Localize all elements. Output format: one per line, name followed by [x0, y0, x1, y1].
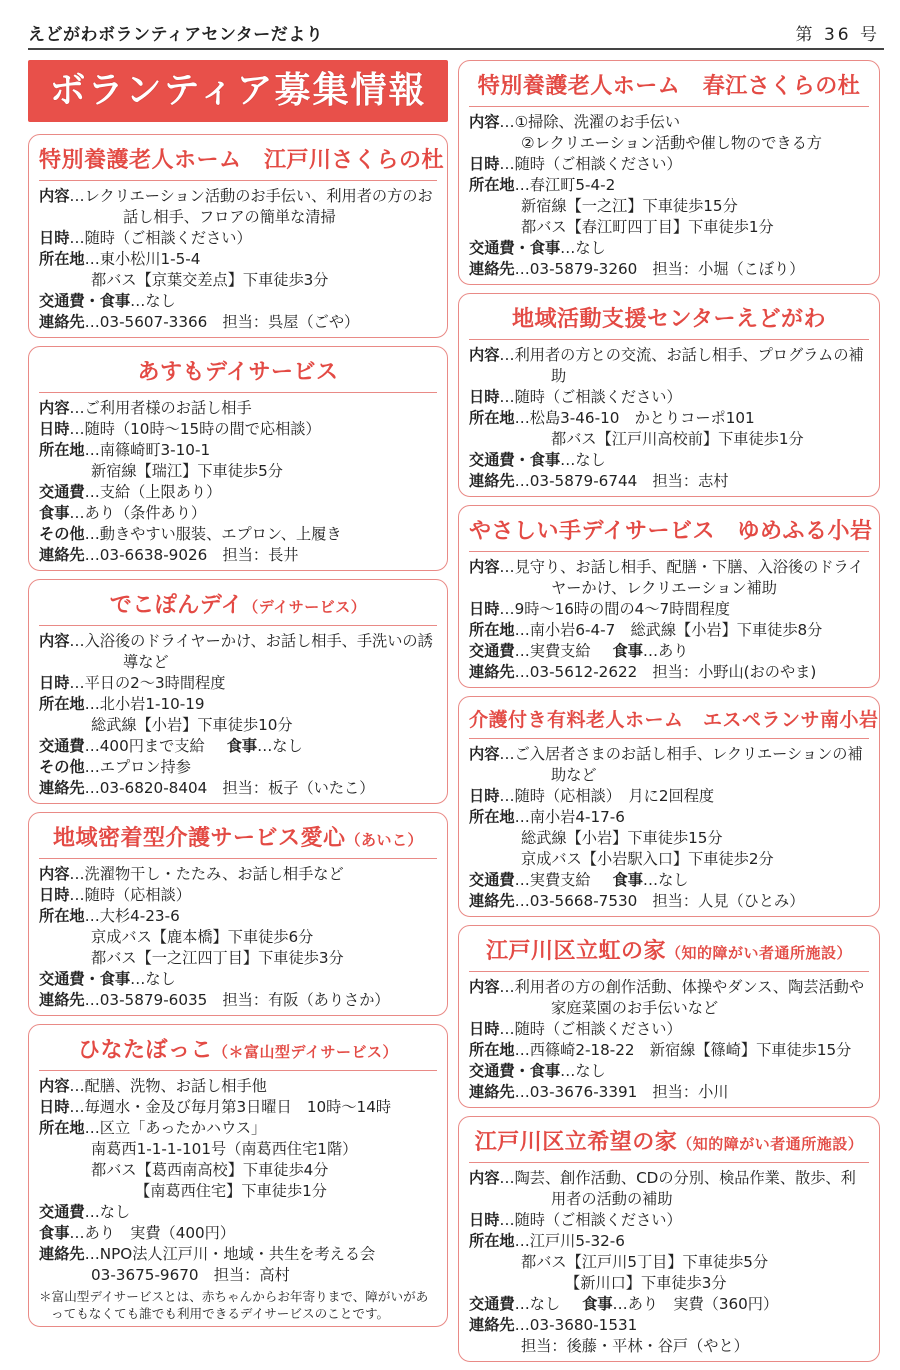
footnote: ＊富山型デイサービスとは、赤ちゃんからお年寄りまで、障がいがあってもなくても誰でも利用できるデイサービスのことです。 — [39, 1289, 429, 1321]
listing-line — [469, 450, 869, 471]
field-label: 交通費 — [39, 1203, 85, 1221]
field-label: 内容 — [469, 978, 500, 996]
field-label: 食事 — [39, 1224, 70, 1242]
listing-line — [469, 849, 869, 870]
page-header — [28, 18, 884, 50]
listing-line — [39, 757, 437, 778]
listing-line — [39, 1202, 437, 1223]
field-label: 連絡先 — [39, 313, 85, 331]
field-value: …区立「あったかハウス」 — [84, 1119, 267, 1137]
listing-card — [28, 579, 448, 804]
field-label: 交通費 — [469, 871, 515, 889]
listing-line — [469, 891, 869, 912]
listing-line — [39, 631, 437, 673]
field-value: …あり 実費（360円） — [612, 1295, 779, 1313]
field-value: …見守り、お話し相手、配膳・下膳、入浴後のドライヤーかけ、レクリエーション補助 — [499, 558, 864, 597]
field-label: 所在地 — [39, 1119, 85, 1137]
field-value: …実費支給 — [514, 871, 591, 889]
field-label: 食事 — [39, 504, 70, 522]
field-label: 日時 — [39, 229, 70, 247]
field-value: …①掃除、洗濯のお手伝い — [499, 113, 681, 131]
field-value: 都バス【春江町四丁目】下車徒歩1分 — [521, 218, 774, 236]
field-label: 内容 — [39, 865, 70, 883]
listing-line — [39, 312, 437, 333]
field-value: …実費支給 — [514, 642, 591, 660]
field-value: …配膳、洗物、お話し相手他 — [69, 1077, 267, 1095]
field-value: 担当：後藤・平林・谷戸（やと） — [521, 1337, 749, 1355]
listing-card — [28, 1024, 448, 1327]
field-value: 都バス【京葉交差点】下車徒歩3分 — [91, 271, 329, 289]
listing-line — [469, 807, 869, 828]
listing-line — [469, 828, 869, 849]
listing-line — [39, 885, 437, 906]
listing-title — [39, 584, 437, 626]
field-label: 日時 — [39, 886, 70, 904]
listing-title — [39, 139, 445, 181]
field-value: …なし — [642, 871, 689, 889]
field-value: 【南葛西住宅】下車徒歩1分 — [135, 1182, 327, 1200]
field-value: …陶芸、創作活動、CDの分別、検品作業、散歩、利用者の活動の補助 — [499, 1169, 856, 1208]
field-label: 所在地 — [469, 1041, 515, 1059]
listing-line — [469, 387, 869, 408]
field-label: 連絡先 — [469, 1316, 515, 1334]
field-value: …南篠崎町3-10-1 — [84, 441, 211, 459]
listing-line — [39, 694, 437, 715]
listing-line — [39, 673, 437, 694]
listing-line — [469, 1315, 869, 1336]
listing-title — [39, 817, 437, 859]
listing-line — [39, 736, 437, 757]
field-value: …なし — [560, 1062, 606, 1080]
field-label: 日時 — [469, 1211, 500, 1229]
field-label: 交通費・食事 — [39, 292, 131, 310]
left-column — [28, 60, 448, 1335]
listing-line — [469, 112, 869, 133]
listing-line — [39, 864, 437, 885]
listing-line — [469, 196, 869, 217]
field-value: …北小岩1-10-19 — [84, 695, 205, 713]
listing-line — [469, 133, 869, 154]
field-label: 交通費 — [39, 737, 85, 755]
field-value: 総武線【小岩】下車徒歩10分 — [91, 716, 293, 734]
listing-title-main: 特別養護老人ホーム 春江さくらの杜 — [477, 74, 861, 99]
field-label: 食事 — [226, 737, 258, 755]
field-label: 食事 — [612, 642, 643, 660]
listing-line — [39, 228, 437, 249]
field-label: 日時 — [39, 674, 70, 692]
listing-title-sub: （あいこ） — [345, 831, 424, 849]
listing-line — [39, 249, 437, 270]
listing-line — [469, 175, 869, 196]
listing-line — [39, 419, 437, 440]
field-value: 京成バス【小岩駅入口】下車徒歩2分 — [521, 850, 774, 868]
field-value: …03-5612-2622 担当：小野山(おのやま) — [514, 663, 817, 681]
field-value: …レクリエーション活動のお手伝い、利用者の方のお話し相手、フロアの簡単な清掃 — [69, 187, 433, 226]
field-value: 都バス【江戸川5丁目】下車徒歩5分 — [521, 1253, 769, 1271]
listing-title-sub: （＊富山型デイサービス） — [213, 1043, 398, 1061]
listing-line — [469, 429, 869, 450]
listing-title-main: でこぽんデイ — [109, 593, 244, 618]
field-label: 内容 — [39, 187, 70, 205]
listing-title — [469, 1121, 869, 1163]
listing-line — [39, 291, 437, 312]
field-value: …なし — [257, 737, 303, 755]
field-label: 内容 — [469, 346, 500, 364]
field-label: 日時 — [469, 1020, 500, 1038]
listing-line — [39, 1097, 437, 1118]
listing-card — [458, 505, 880, 688]
listing-line — [469, 557, 869, 599]
field-label: 所在地 — [469, 409, 515, 427]
listing-line — [469, 1019, 869, 1040]
field-value: …随時（ご相談ください） — [499, 155, 682, 173]
listing-title-main: ひなたぼっこ — [78, 1038, 214, 1063]
listing-line — [39, 545, 437, 566]
listing-title-main: やさしい手デイサービス ゆめふる小岩 — [469, 519, 873, 544]
listing-card — [458, 60, 880, 285]
field-value: …03-3676-3391 担当：小川 — [514, 1083, 729, 1101]
listing-line — [469, 154, 869, 175]
listing-title — [39, 1029, 437, 1071]
listing-line — [469, 217, 869, 238]
listing-card — [458, 293, 880, 497]
field-value: …エプロン持参 — [84, 758, 191, 776]
field-value: …随時（ご相談ください） — [499, 1211, 682, 1229]
listing-card — [458, 925, 880, 1108]
listing-line — [469, 1061, 869, 1082]
field-value: …西篠崎2-18-22 新宿線【篠崎】下車徒歩15分 — [514, 1041, 852, 1059]
listing-title-main: あすもデイサービス — [137, 360, 339, 385]
listing-card — [28, 346, 448, 571]
listing-line — [39, 990, 437, 1011]
field-value: 京成バス【鹿本橋】下車徒歩6分 — [91, 928, 314, 946]
field-label: 食事 — [582, 1295, 613, 1313]
field-value: 【新川口】下車徒歩3分 — [565, 1274, 727, 1292]
listing-line — [39, 461, 437, 482]
listing-title-sub: （知的障がい者通所施設） — [677, 1135, 864, 1153]
listing-title — [469, 701, 879, 739]
listing-line — [39, 778, 437, 799]
field-label: 日時 — [39, 1098, 70, 1116]
field-label: 所在地 — [469, 176, 515, 194]
field-value: …9時～16時の間の4～7時間程度 — [499, 600, 730, 618]
field-value: …03-5607-3366 担当：呉屋（ごや） — [84, 313, 360, 331]
listing-line — [469, 259, 869, 280]
listing-line — [469, 1273, 869, 1294]
field-value: 都バス【一之江四丁目】下車徒歩3分 — [91, 949, 344, 967]
section-banner: ボランティア募集情報 — [28, 60, 448, 122]
field-value: …東小松川1-5-4 — [84, 250, 201, 268]
listing-line — [39, 1244, 437, 1265]
issue-number: 第 36 号 — [795, 25, 880, 45]
field-label: 所在地 — [39, 907, 85, 925]
listing-line — [469, 641, 869, 662]
field-label: 内容 — [469, 745, 500, 763]
listing-card — [28, 134, 448, 338]
listing-title-main: 地域活動支援センターえどがわ — [511, 307, 827, 332]
field-value: …利用者の方の創作活動、体操やダンス、陶芸活動や家庭菜園のお手伝いなど — [499, 978, 865, 1017]
listing-title-main: 江戸川区立希望の家 — [474, 1130, 678, 1155]
listing-line — [39, 1118, 437, 1139]
listing-line — [469, 1252, 869, 1273]
listing-line — [469, 1336, 869, 1357]
listing-title-main: 地域密着型介護サービス愛心 — [52, 826, 346, 851]
field-value: 総武線【小岩】下車徒歩15分 — [521, 829, 723, 847]
listing-line — [39, 398, 437, 419]
field-label: 所在地 — [39, 441, 85, 459]
field-value: ②レクリエーション活動や催し物のできる方 — [521, 134, 822, 152]
field-label: 内容 — [39, 632, 70, 650]
field-value: …NPO法人江戸川・地域・共生を考える会 — [84, 1245, 376, 1263]
listing-line — [39, 906, 437, 927]
field-label: 内容 — [39, 399, 70, 417]
field-label: 内容 — [469, 1169, 500, 1187]
listing-line — [39, 969, 437, 990]
field-label: 所在地 — [469, 1232, 515, 1250]
field-value: …あり 実費（400円） — [69, 1224, 236, 1242]
listing-line — [39, 1265, 437, 1286]
field-value: …動きやすい服装、エプロン、上履き — [84, 525, 342, 543]
field-label: 内容 — [469, 113, 500, 131]
field-value: …03-5879-3260 担当：小堀（こぼり） — [514, 260, 805, 278]
field-label: 交通費・食事 — [469, 451, 561, 469]
field-value: 新宿線【一之江】下車徒歩15分 — [521, 197, 738, 215]
field-label: 連絡先 — [39, 1245, 85, 1263]
field-value: …あり — [642, 642, 689, 660]
listing-line — [39, 1223, 437, 1244]
field-label: 連絡先 — [469, 1083, 515, 1101]
listing-line — [39, 186, 437, 228]
field-value: …ご利用者様のお話し相手 — [69, 399, 252, 417]
field-label: 日時 — [469, 787, 500, 805]
field-label: 交通費・食事 — [469, 239, 561, 257]
field-label: 交通費・食事 — [469, 1062, 561, 1080]
field-value: …大杉4-23-6 — [84, 907, 180, 925]
field-value: …随時（10時～15時の間で応相談） — [69, 420, 321, 438]
field-label: 連絡先 — [469, 892, 515, 910]
listing-line — [469, 1082, 869, 1103]
field-value: …なし — [514, 1295, 561, 1313]
field-value: …随時（ご相談ください） — [499, 1020, 682, 1038]
field-value: …03-5668-7530 担当：人見（ひとみ） — [514, 892, 805, 910]
field-label: 日時 — [469, 155, 500, 173]
listing-line — [469, 1210, 869, 1231]
field-label: 日時 — [469, 388, 500, 406]
field-value: …利用者の方との交流、お話し相手、プログラムの補助 — [499, 346, 864, 385]
field-label: 交通費 — [39, 483, 85, 501]
field-value: …03-6820-8404 担当：板子（いたこ） — [84, 779, 375, 797]
listing-line — [469, 408, 869, 429]
field-label: 連絡先 — [39, 991, 85, 1009]
field-label: その他 — [39, 525, 85, 543]
listing-title-main: 特別養護老人ホーム 江戸川さくらの杜 — [39, 148, 445, 173]
field-label: 所在地 — [469, 808, 515, 826]
field-value: …なし — [130, 292, 176, 310]
field-value: 新宿線【瑞江】下車徒歩5分 — [91, 462, 283, 480]
field-label: 所在地 — [469, 621, 515, 639]
listing-line — [469, 870, 869, 891]
field-value: …なし — [84, 1203, 131, 1221]
field-value: …江戸川5-32-6 — [514, 1232, 625, 1250]
listing-line — [39, 440, 437, 461]
listing-line — [469, 1168, 869, 1210]
field-value: …随時（ご相談ください） — [69, 229, 252, 247]
field-label: 連絡先 — [39, 779, 85, 797]
listing-line — [469, 238, 869, 259]
listing-title — [39, 351, 437, 393]
listing-line — [39, 503, 437, 524]
field-label: その他 — [39, 758, 85, 776]
field-value: …洗濯物干し・たたみ、お話し相手など — [69, 865, 344, 883]
listing-line — [39, 948, 437, 969]
listing-line — [469, 471, 869, 492]
right-column — [458, 60, 880, 1370]
field-label: 連絡先 — [469, 663, 515, 681]
listing-card — [28, 812, 448, 1016]
listing-title — [469, 298, 869, 340]
field-label: 交通費・食事 — [39, 970, 131, 988]
listing-line — [469, 977, 869, 1019]
listing-line — [39, 927, 437, 948]
field-value: …なし — [560, 451, 606, 469]
listing-line — [39, 482, 437, 503]
field-label: 日時 — [39, 420, 70, 438]
field-value: …03-3680-1531 — [514, 1316, 638, 1334]
listing-title-main: 江戸川区立虹の家 — [485, 939, 666, 964]
field-label: 連絡先 — [469, 472, 515, 490]
field-value: …なし — [560, 239, 606, 257]
field-value: …南小岩4-17-6 — [514, 808, 625, 826]
field-label: 交通費 — [469, 1295, 515, 1313]
field-value: …400円まで支給 — [84, 737, 205, 755]
listing-line — [469, 1231, 869, 1252]
listing-line — [39, 1076, 437, 1097]
field-value: …03-5879-6744 担当：志村 — [514, 472, 729, 490]
field-value: …松島3-46-10 かとりコーポ101 — [514, 409, 755, 427]
field-label: 内容 — [39, 1077, 70, 1095]
field-value: …随時（応相談） — [69, 886, 191, 904]
listing-line — [469, 620, 869, 641]
listing-line — [39, 1139, 437, 1160]
field-value: …随時（ご相談ください） — [499, 388, 682, 406]
field-value: …平日の2～3時間程度 — [69, 674, 226, 692]
field-value: …支給（上限あり） — [84, 483, 222, 501]
listing-line — [469, 1040, 869, 1061]
field-label: 内容 — [469, 558, 500, 576]
field-value: 03-3675-9670 担当：高村 — [91, 1266, 290, 1284]
listing-card — [458, 1116, 880, 1362]
field-label: 交通費 — [469, 642, 515, 660]
listing-title-main: 介護付き有料老人ホーム エスペランサ南小岩 — [469, 709, 879, 731]
field-label: 所在地 — [39, 250, 85, 268]
field-value: …03-5879-6035 担当：有阪（ありさか） — [84, 991, 390, 1009]
listing-title — [469, 510, 873, 552]
field-value: …南小岩6-4-7 総武線【小岩】下車徒歩8分 — [514, 621, 823, 639]
field-value: 南葛西1-1-1-101号（南葛西住宅1階） — [91, 1140, 358, 1158]
listing-card — [458, 696, 880, 917]
field-value: …なし — [130, 970, 176, 988]
field-label: 日時 — [469, 600, 500, 618]
field-label: 食事 — [612, 871, 643, 889]
field-value: …随時（応相談） 月に2回程度 — [499, 787, 715, 805]
field-label: 連絡先 — [469, 260, 515, 278]
newsletter-title: えどがわボランティアセンターだより — [28, 25, 324, 45]
listing-line — [39, 524, 437, 545]
listing-title — [469, 930, 869, 972]
listing-line — [39, 715, 437, 736]
listing-line — [469, 599, 869, 620]
field-label: 所在地 — [39, 695, 85, 713]
listing-line — [39, 1181, 437, 1202]
listing-line — [469, 786, 869, 807]
field-value: …入浴後のドライヤーかけ、お話し相手、手洗いの誘導など — [69, 632, 433, 671]
field-label: 連絡先 — [39, 546, 85, 564]
field-value: 都バス【葛西南高校】下車徒歩4分 — [91, 1161, 329, 1179]
field-value: …毎週水・金及び毎月第3日曜日 10時～14時 — [69, 1098, 392, 1116]
listing-line — [469, 744, 869, 786]
listing-title-sub: （デイサービス） — [243, 598, 367, 616]
listing-line — [469, 662, 869, 683]
field-value: …春江町5-4-2 — [514, 176, 616, 194]
listing-line — [39, 270, 437, 291]
listing-title-sub: （知的障がい者通所施設） — [666, 944, 853, 962]
field-value: …ご入居者さまのお話し相手、レクリエーションの補助など — [499, 745, 863, 784]
field-value: …あり（条件あり） — [69, 504, 207, 522]
listing-line — [39, 1160, 437, 1181]
listing-line — [469, 345, 869, 387]
field-value: 都バス【江戸川高校前】下車徒歩1分 — [551, 430, 804, 448]
listing-title — [469, 65, 869, 107]
field-value: …03-6638-9026 担当：長井 — [84, 546, 299, 564]
listing-line — [469, 1294, 869, 1315]
